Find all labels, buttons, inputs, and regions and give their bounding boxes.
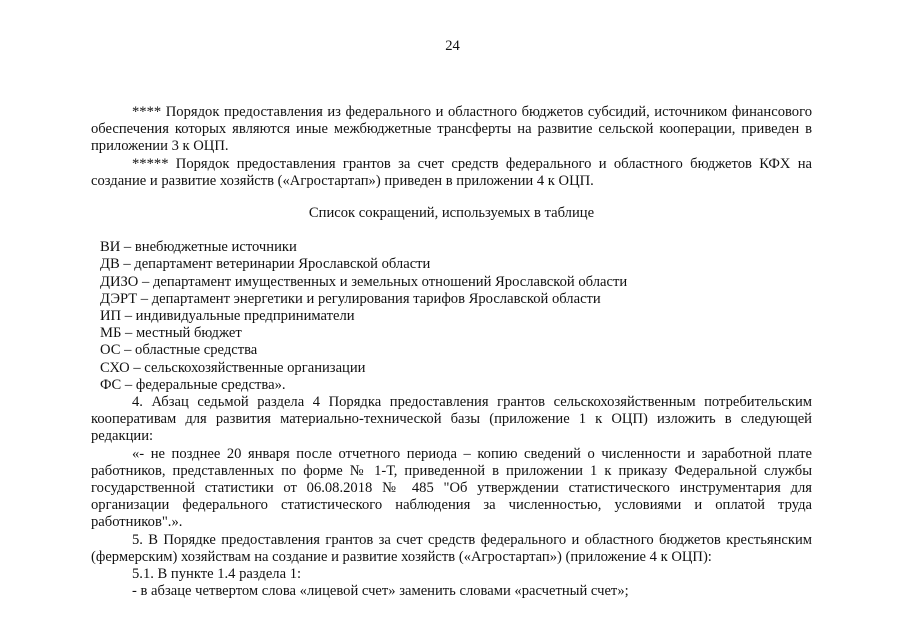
- abbreviations-heading: Список сокращений, используемых в таблице: [308, 205, 595, 222]
- paragraph-new-wording-quote: «- не позднее 20 января после отчетного периода – копию сведений о численности и заработной плате работников, представленных по форме № 1-Т, приведенной в приложении 1 к приказу Федеральной службы государственной статистики от 06.08.2018 № 485 "Об утверждении статистического инструментария для организации федерального статистического наблюдения за численностью, условиями и оплатой труда работников".».: [91, 445, 812, 531]
- abbreviation-item: ВИ – внебюджетные источники: [100, 239, 297, 256]
- paragraph-item-5: 5. В Порядке предоставления грантов за счет средств федерального и областного бюджетов крестьянским (фермерским) хозяйствам на создание и развитие хозяйств («Агростартап») (приложение 4 к ОЦП):: [91, 531, 812, 565]
- paragraph-item-5-1-change: - в абзаце четвертом слова «лицевой счет» заменить словами «расчетный счет»;: [132, 583, 629, 600]
- abbreviation-item: ДВ – департамент ветеринарии Ярославской области: [100, 256, 431, 273]
- footnote-subsidies: **** Порядок предоставления из федерального и областного бюджетов субсидий, источником финансового обеспечения которых являются иные межбюджетные трансферты на развитие сельской кооперации, приведен в приложении 3 к ОЦП.: [91, 104, 812, 155]
- abbreviation-item: ДИЗО – департамент имущественных и земельных отношений Ярославской области: [100, 273, 628, 290]
- abbreviation-item: ИП – индивидуальные предприниматели: [100, 308, 355, 325]
- footnote-grants-agrostartup: ***** Порядок предоставления грантов за счет средств федерального и областного бюджетов КФХ на создание и развитие хозяйств («Агростартап») приведен в приложении 4 к ОЦП.: [91, 155, 812, 189]
- page-number: 24: [445, 38, 460, 54]
- abbreviations-list: [91, 239, 812, 394]
- paragraph-item-5-1: 5.1. В пункте 1.4 раздела 1:: [132, 566, 302, 583]
- document-body: [91, 104, 812, 600]
- abbreviation-item: СХО – сельскохозяйственные организации: [100, 359, 366, 376]
- paragraph-item-4: 4. Абзац седьмой раздела 4 Порядка предоставления грантов сельскохозяйственным потребительским кооперативам для развития материально-технической базы (приложение 1 к ОЦП) изложить в следующей редакции:: [91, 394, 812, 445]
- abbreviation-item: МБ – местный бюджет: [100, 325, 242, 342]
- abbreviation-item: ДЭРТ – департамент энергетики и регулирования тарифов Ярославской области: [100, 290, 601, 307]
- abbreviation-item: ОС – областные средства: [100, 342, 258, 359]
- abbreviation-item: ФС – федеральные средства».: [100, 376, 286, 393]
